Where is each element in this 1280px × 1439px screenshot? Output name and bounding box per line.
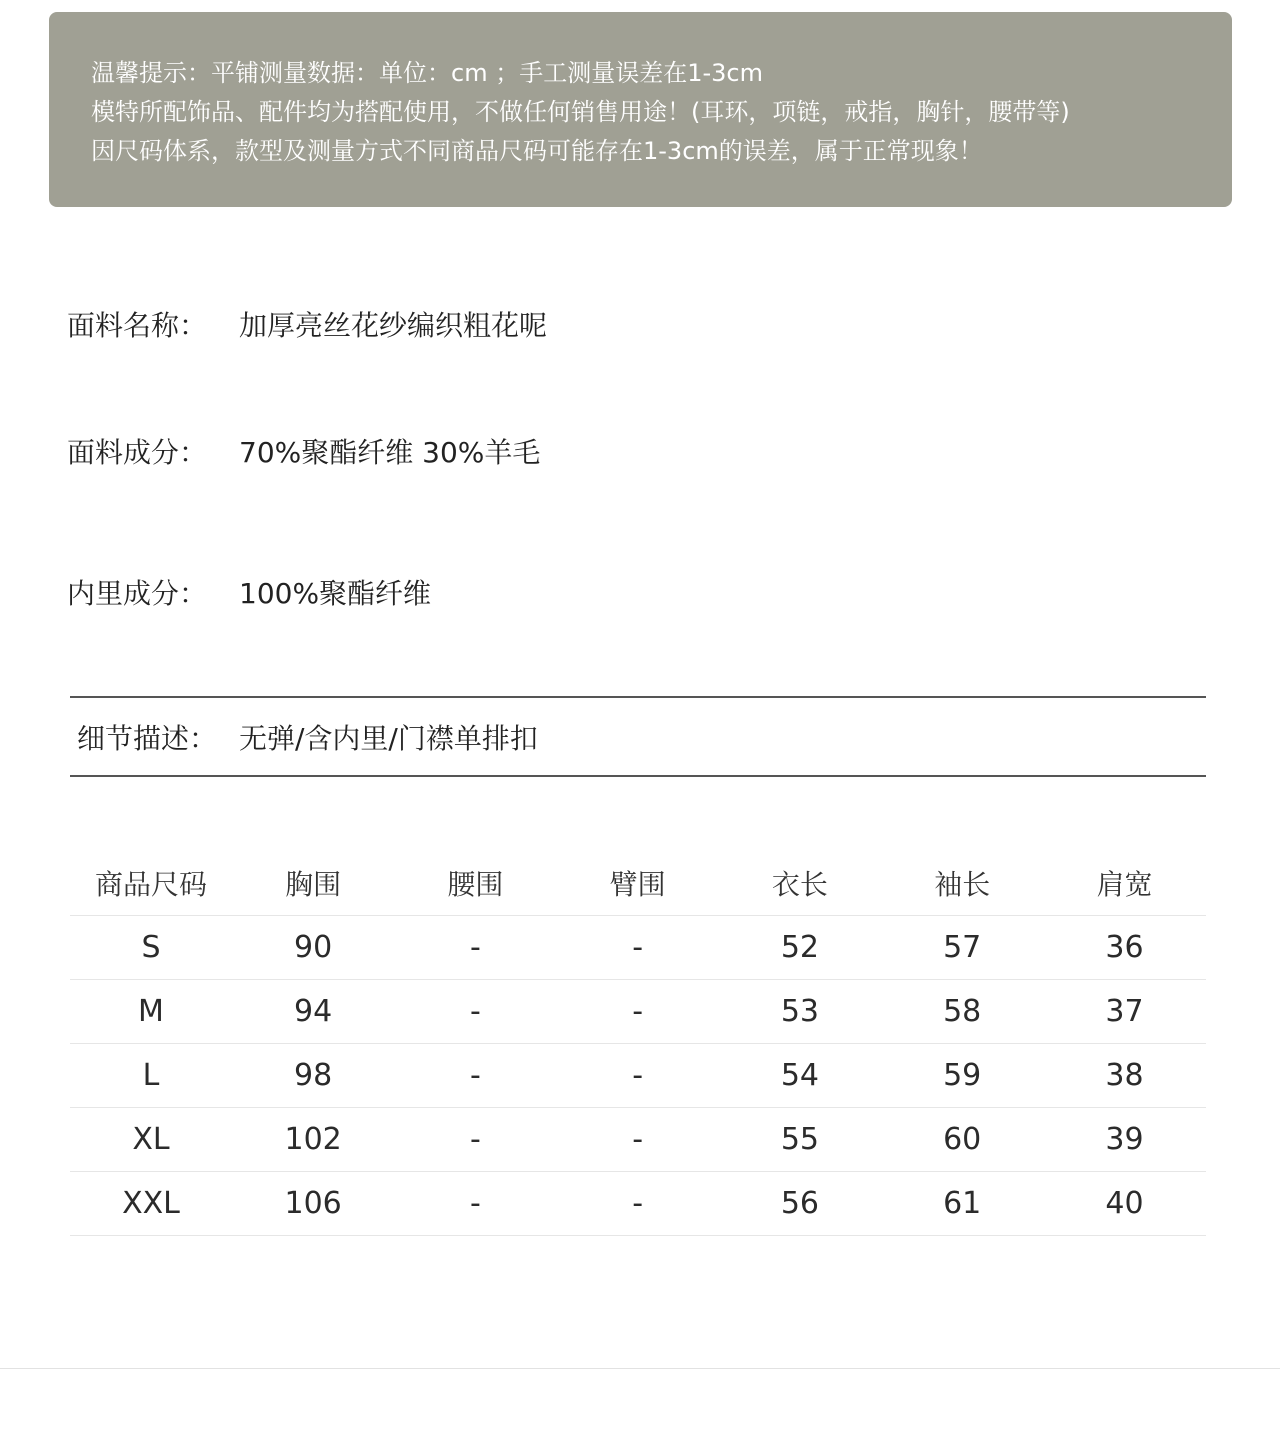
table-header-cell: 袖长 [934, 867, 991, 901]
table-cell: XXL [122, 1186, 180, 1221]
spec-value: 100%聚酯纤维 [239, 577, 432, 610]
table-cell: 53 [780, 994, 820, 1029]
spec-row-details [77, 717, 538, 757]
table-cell: 57 [943, 930, 982, 965]
table-cell: 59 [943, 1058, 982, 1093]
table-cell: 98 [294, 1058, 333, 1093]
table-cell: - [469, 930, 481, 965]
table-cell: 55 [780, 1122, 820, 1157]
spec-row-lining-composition [67, 572, 431, 612]
table-header-cell: 腰围 [447, 867, 504, 901]
table-row [70, 916, 1206, 980]
table-header-cell: 肩宽 [1096, 867, 1153, 901]
table-cell: - [632, 1058, 644, 1093]
table-cell: 54 [780, 1058, 820, 1093]
table-cell: L [142, 1058, 160, 1093]
table-cell: XL [132, 1122, 170, 1157]
table-cell: 60 [943, 1122, 982, 1157]
table-cell: 102 [284, 1122, 342, 1157]
spec-label: 面料名称： [67, 309, 208, 342]
table-row [70, 1108, 1206, 1172]
table-cell: 52 [780, 930, 820, 965]
table-cell: 56 [780, 1186, 820, 1221]
table-cell: - [632, 994, 644, 1029]
table-cell: - [632, 930, 644, 965]
table-cell: 38 [1105, 1058, 1144, 1093]
spec-value: 70%聚酯纤维 30%羊毛 [239, 436, 541, 469]
divider [70, 775, 1206, 777]
table-cell: - [469, 1122, 481, 1157]
table-row [70, 1172, 1206, 1236]
table-header-cell: 臂围 [609, 867, 666, 901]
notice-banner [49, 12, 1232, 207]
table-row [70, 1044, 1206, 1108]
table-header-row [70, 850, 1206, 916]
table-header-cell: 胸围 [285, 867, 342, 901]
table-cell: 94 [294, 994, 333, 1029]
table-cell: - [469, 1186, 481, 1221]
spec-label: 细节描述： [77, 722, 218, 755]
notice-line: 温馨提示：平铺测量数据：单位：cm ；手工测量误差在1-3cm [91, 59, 763, 87]
spec-row-fabric-name [67, 304, 547, 344]
spec-value: 加厚亮丝花纱编织粗花呢 [239, 309, 548, 342]
spec-row-fabric-composition [67, 431, 540, 471]
table-cell: 90 [294, 930, 333, 965]
table-cell: 40 [1105, 1186, 1144, 1221]
spec-value: 无弹/含内里/门襟单排扣 [239, 722, 538, 755]
table-cell: 36 [1105, 930, 1144, 965]
spec-label: 内里成分： [67, 577, 208, 610]
size-table [70, 850, 1206, 1236]
table-cell: 61 [943, 1186, 982, 1221]
spec-label: 面料成分： [67, 436, 208, 469]
table-cell: 106 [284, 1186, 342, 1221]
notice-line: 模特所配饰品、配件均为搭配使用，不做任何销售用途！(耳环，项链，戒指，胸针，腰带等) [91, 98, 1070, 126]
table-header-cell: 商品尺码 [94, 867, 207, 901]
divider [70, 696, 1206, 698]
table-cell: - [469, 1058, 481, 1093]
table-row [70, 980, 1206, 1044]
table-cell: 37 [1105, 994, 1144, 1029]
table-cell: - [632, 1186, 644, 1221]
table-cell: 39 [1105, 1122, 1144, 1157]
table-header-cell: 衣长 [771, 867, 828, 901]
table-cell: - [469, 994, 481, 1029]
table-cell: 58 [943, 994, 982, 1029]
table-cell: - [632, 1122, 644, 1157]
table-cell: S [141, 930, 161, 965]
table-cell: M [138, 994, 164, 1029]
footer-divider [0, 1368, 1280, 1369]
notice-line: 因尺码体系，款型及测量方式不同商品尺码可能存在1-3cm的误差，属于正常现象！ [91, 137, 983, 165]
